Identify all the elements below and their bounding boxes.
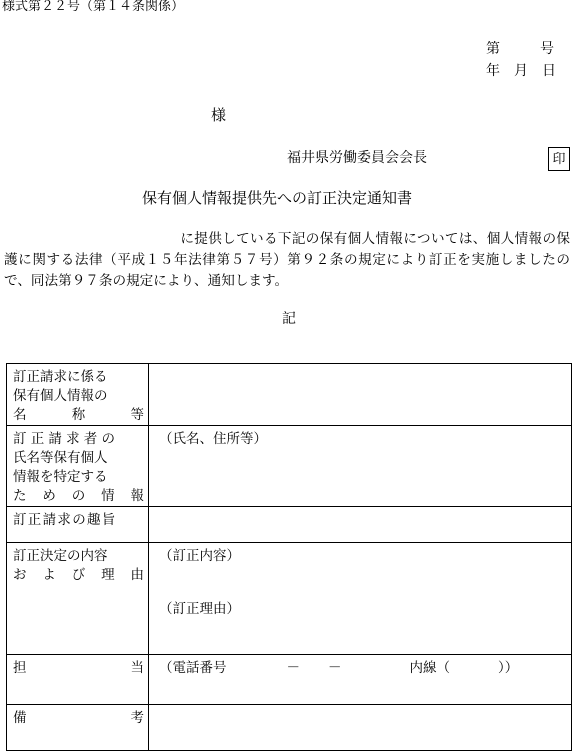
value-target-info[interactable] xyxy=(149,364,572,426)
table-row xyxy=(7,543,572,655)
body-paragraph xyxy=(4,229,570,292)
label-char: 報 xyxy=(130,488,144,504)
label-line xyxy=(13,511,144,530)
label-target-info xyxy=(7,364,149,426)
label-requester-info xyxy=(7,426,149,507)
value-requester-info[interactable] xyxy=(149,426,572,507)
label-char: 考 xyxy=(130,710,144,726)
notice-table xyxy=(6,363,572,751)
doc-no-go: 号 xyxy=(540,41,554,57)
label-text: 情報を特定する xyxy=(13,469,108,485)
seal-stamp: 印 xyxy=(548,147,570,171)
value-remarks[interactable] xyxy=(149,705,572,751)
table-row xyxy=(7,426,572,507)
document-title: 保有個人情報提供先への訂正決定通知書 xyxy=(142,189,413,207)
label-line xyxy=(13,659,144,678)
ki-heading: 記 xyxy=(282,311,296,327)
table-row xyxy=(7,705,572,751)
label-char: 情 xyxy=(101,488,115,504)
doc-no-dai: 第 xyxy=(486,41,500,57)
label-line xyxy=(13,430,144,449)
label-char: よ xyxy=(42,567,56,583)
requester-hint: （氏名、住所等） xyxy=(159,431,267,447)
table-row xyxy=(7,507,572,543)
label-contact xyxy=(7,655,149,705)
phone-line xyxy=(159,659,571,678)
label-char: 理 xyxy=(101,567,115,583)
label-block xyxy=(13,709,144,728)
value-decision[interactable] xyxy=(149,543,572,655)
form-number: 様式第２２号（第１４条関係） xyxy=(2,0,185,14)
label-request-purpose xyxy=(7,507,149,543)
body-text: に提供している下記の保有個人情報については、個人情報の保護に関する法律（平成１５年法律第５７号）第９２条の規定により訂正を実施しましたので、同法第９７条の規定により、通知します。 xyxy=(4,231,570,289)
phone-dash: － xyxy=(286,660,300,676)
label-text: 保有個人情報の xyxy=(13,388,108,404)
label-char: め xyxy=(42,488,56,504)
label-text: 訂正請求に係る xyxy=(13,369,108,385)
label-char: 担 xyxy=(13,660,27,676)
label-char: お xyxy=(13,567,27,583)
date-month: 月 xyxy=(514,63,528,79)
label-char: 名 xyxy=(13,407,27,423)
label-char: び xyxy=(71,567,86,583)
issuer-name: 福井県労働委員会会長 xyxy=(287,150,427,166)
label-line xyxy=(13,368,144,387)
label-char: 備 xyxy=(13,710,27,726)
label-text: 氏名等保有個人 xyxy=(13,450,108,466)
label-text: 訂正請求の趣旨 xyxy=(13,512,117,528)
label-remarks xyxy=(7,705,149,751)
closing-parens: ）） xyxy=(498,660,519,676)
label-text: 訂正決定の内容 xyxy=(13,548,108,564)
label-char: の xyxy=(71,488,86,504)
label-line xyxy=(13,566,144,585)
label-text: 訂正請求者の xyxy=(13,431,120,447)
extension-label: 内線（ xyxy=(409,660,450,676)
label-char: 称 xyxy=(71,407,86,423)
date-year: 年 xyxy=(486,63,500,79)
label-line xyxy=(13,709,144,728)
label-char: 等 xyxy=(130,407,144,423)
label-line xyxy=(13,406,144,425)
label-block xyxy=(13,659,144,678)
label-char: 由 xyxy=(130,567,144,583)
phone-label: （電話番号 xyxy=(159,660,227,676)
table-row xyxy=(7,364,572,426)
addressee-sama: 様 xyxy=(211,106,227,124)
label-block xyxy=(13,547,144,585)
value-request-purpose[interactable] xyxy=(149,507,572,543)
document-number xyxy=(486,42,554,56)
correction-content-hint: （訂正内容） xyxy=(159,548,240,564)
date-day: 日 xyxy=(542,63,556,79)
issue-date xyxy=(486,64,556,78)
phone-dash: － xyxy=(328,660,342,676)
label-char: た xyxy=(13,488,27,504)
label-decision xyxy=(7,543,149,655)
table-row xyxy=(7,655,572,705)
label-line xyxy=(13,487,144,506)
value-contact[interactable] xyxy=(149,655,572,705)
label-char: 当 xyxy=(130,660,144,676)
correction-reason-hint: （訂正理由） xyxy=(159,601,240,617)
